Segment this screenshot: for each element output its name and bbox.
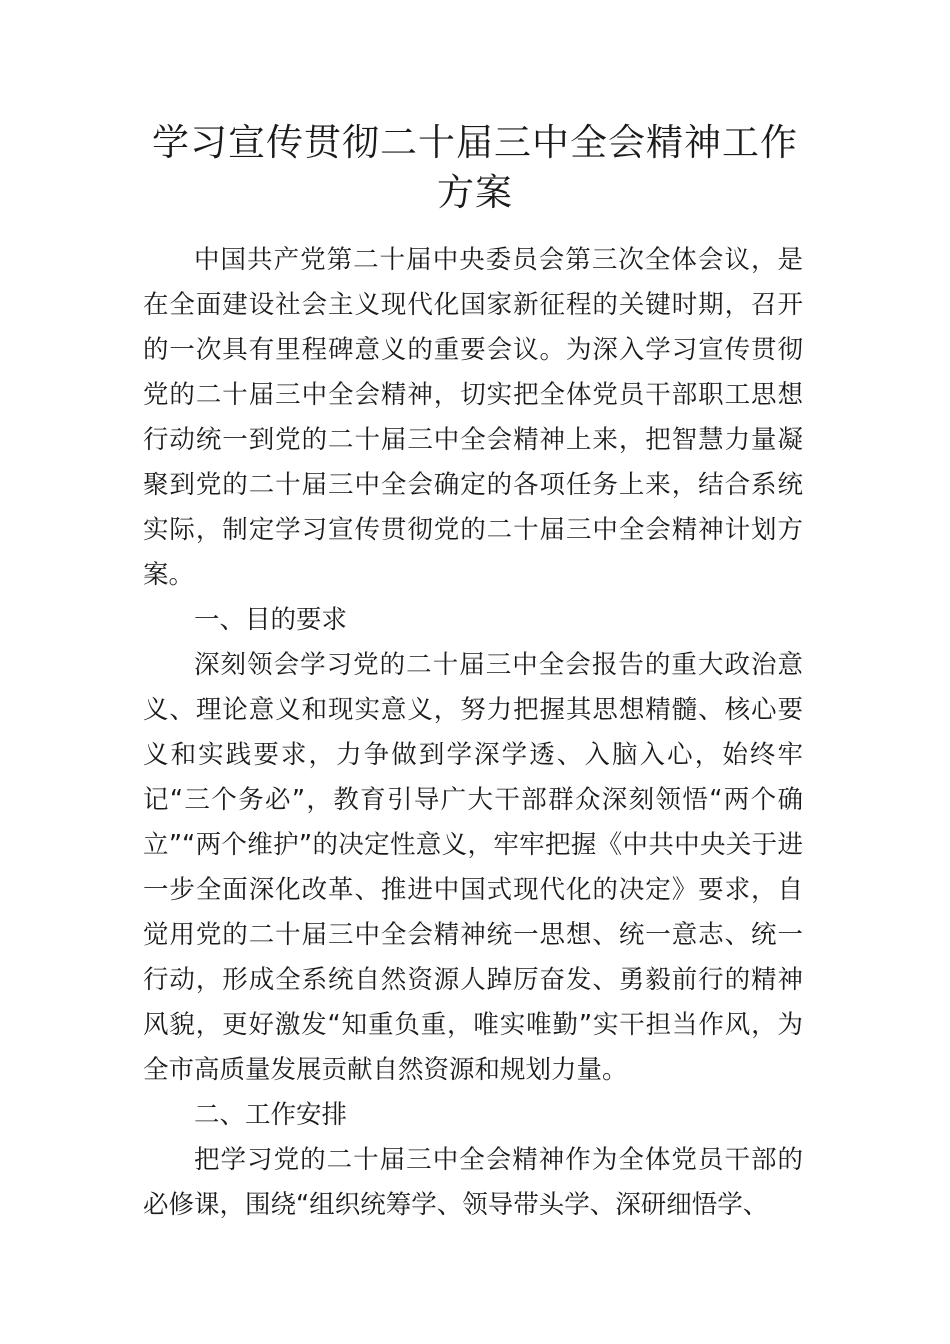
document-body — [143, 238, 803, 1228]
arrangements-paragraph: 把学习党的二十届三中全会精神作为全体党员干部的必修课，围绕“组织统筹学、领导带头学、深研细悟学、 — [143, 1145, 803, 1220]
intro-paragraph: 中国共产党第二十届中央委员会第三次全体会议，是在全面建设社会主义现代化国家新征程的关键时期，召开的一次具有里程碑意义的重要会议。为深入学习宣传贯彻党的二十届三中全会精神，切实把全体党员干部职工思想行动统一到党的二十届三中全会精神上来，把智慧力量凝聚到党的二十届三中全会确定的各项任务上来，结合系统实际，制定学习宣传贯彻党的二十届三中全会精神计划方案。 — [143, 245, 803, 590]
document-title: 学习宣传贯彻二十届三中全会精神工作方案 — [152, 121, 798, 214]
section-heading-objectives: 一、目的要求 — [194, 605, 348, 635]
section-heading-arrangements: 二、工作安排 — [194, 1100, 348, 1130]
objectives-paragraph: 深刻领会学习党的二十届三中全会报告的重大政治意义、理论意义和现实意义，努力把握其思想精髓、核心要义和实践要求，力争做到学深学透、入脑入心，始终牢记“三个务必”，教育引导广大干部群众深刻领悟“两个确立”“两个维护”的决定性意义，牢牢把握《中共中央关于进一步全面深化改革、推进中国式现代化的决定》要求，自觉用党的二十届三中全会精神统一思想、统一意志、统一行动，形成全系统自然资源人踔厉奋发、勇毅前行的精神风貌，更好激发“知重负重，唯实唯勤”实干担当作风，为全市高质量发展贡献自然资源和规划力量。 — [143, 650, 803, 1085]
